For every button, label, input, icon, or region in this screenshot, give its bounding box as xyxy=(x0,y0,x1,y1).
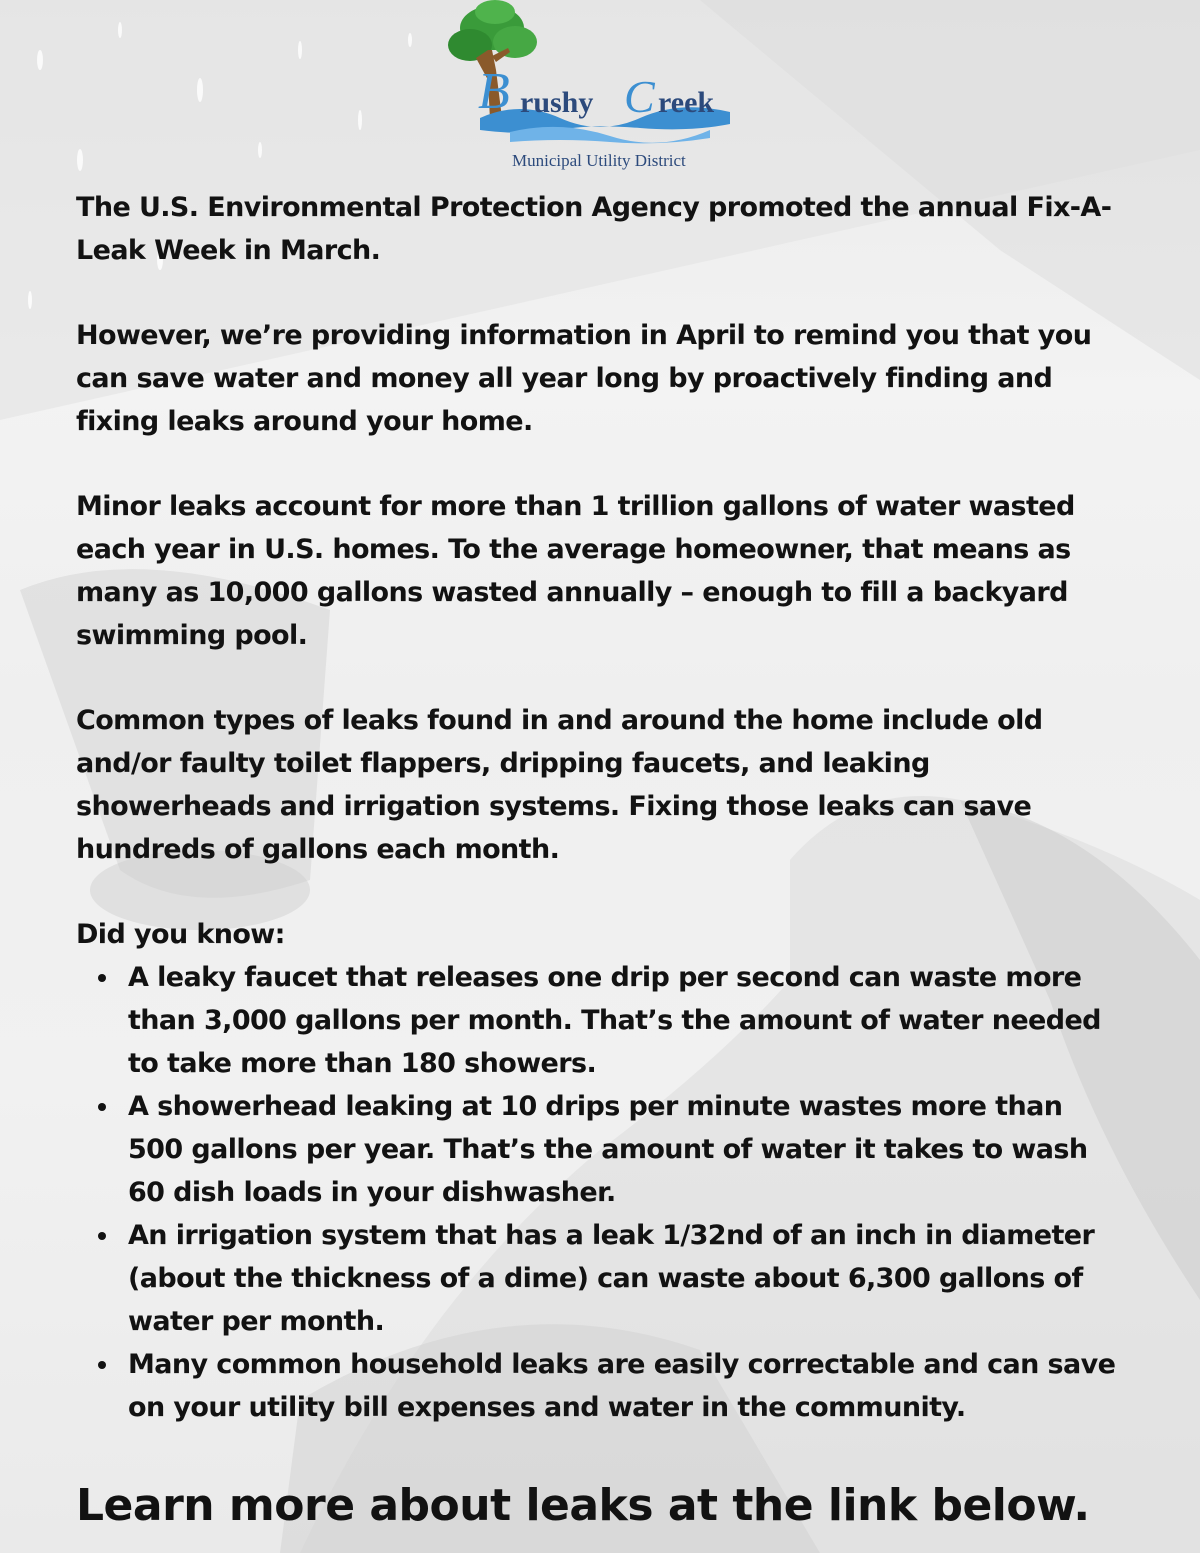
intro-paragraph-2: However, we’re providing information in April to remind you that you can save water and money all year long by proactively finding and fixing leaks around your home. xyxy=(76,320,1092,437)
list-item-text: A leaky faucet that releases one drip per second can waste more than 3,000 gallons per month. That’s the amount of water needed to take more than 180 showers. xyxy=(128,962,1101,1079)
bullet-icon xyxy=(98,974,106,982)
intro-paragraph-4: Common types of leaks found in and around the home include old and/or faulty toilet flappers, dripping faucets, and leaking showerheads and irrigation systems. Fixing those leaks can save hundreds of gallons each month. xyxy=(76,705,1043,865)
intro-paragraph-3: Minor leaks account for more than 1 trillion gallons of water wasted each year in U.S. homes. To the average homeowner, that means as many as 10,000 gallons wasted annually – enough to fill a backyard swimming pool. xyxy=(76,491,1075,651)
bullet-icon xyxy=(98,1103,106,1111)
list-item xyxy=(128,1085,1116,1214)
article-body xyxy=(76,186,1116,1429)
logo-graphic xyxy=(440,0,750,175)
brushy-creek-logo xyxy=(440,0,750,175)
logo-name-part-1: rushy xyxy=(520,86,594,119)
logo-initial-c: C xyxy=(624,71,655,122)
bullet-icon xyxy=(98,1361,106,1369)
bullet-icon xyxy=(98,1232,106,1240)
logo-initial-b: B xyxy=(478,63,510,120)
learn-more-heading: Learn more about leaks at the link below. xyxy=(76,1480,1090,1531)
intro-paragraph-1: The U.S. Environmental Protection Agency promoted the annual Fix-A-Leak Week in March. xyxy=(76,192,1112,266)
logo-subtitle: Municipal Utility District xyxy=(512,151,686,170)
list-item xyxy=(128,956,1116,1085)
did-you-know-list xyxy=(76,956,1116,1429)
list-item-text: Many common household leaks are easily correctable and can save on your utility bill expenses and water in the community. xyxy=(128,1349,1116,1423)
logo-name-part-2: reek xyxy=(658,86,715,119)
list-item xyxy=(128,1343,1116,1429)
list-item-text: An irrigation system that has a leak 1/32nd of an inch in diameter (about the thickness of a dime) can waste about 6,300 gallons of water per month. xyxy=(128,1220,1095,1337)
list-item xyxy=(128,1214,1116,1343)
did-you-know-heading: Did you know: xyxy=(76,919,285,950)
list-item-text: A showerhead leaking at 10 drips per minute wastes more than 500 gallons per year. That’s the amount of water it takes to wash 60 dish loads in your dishwasher. xyxy=(128,1091,1088,1208)
